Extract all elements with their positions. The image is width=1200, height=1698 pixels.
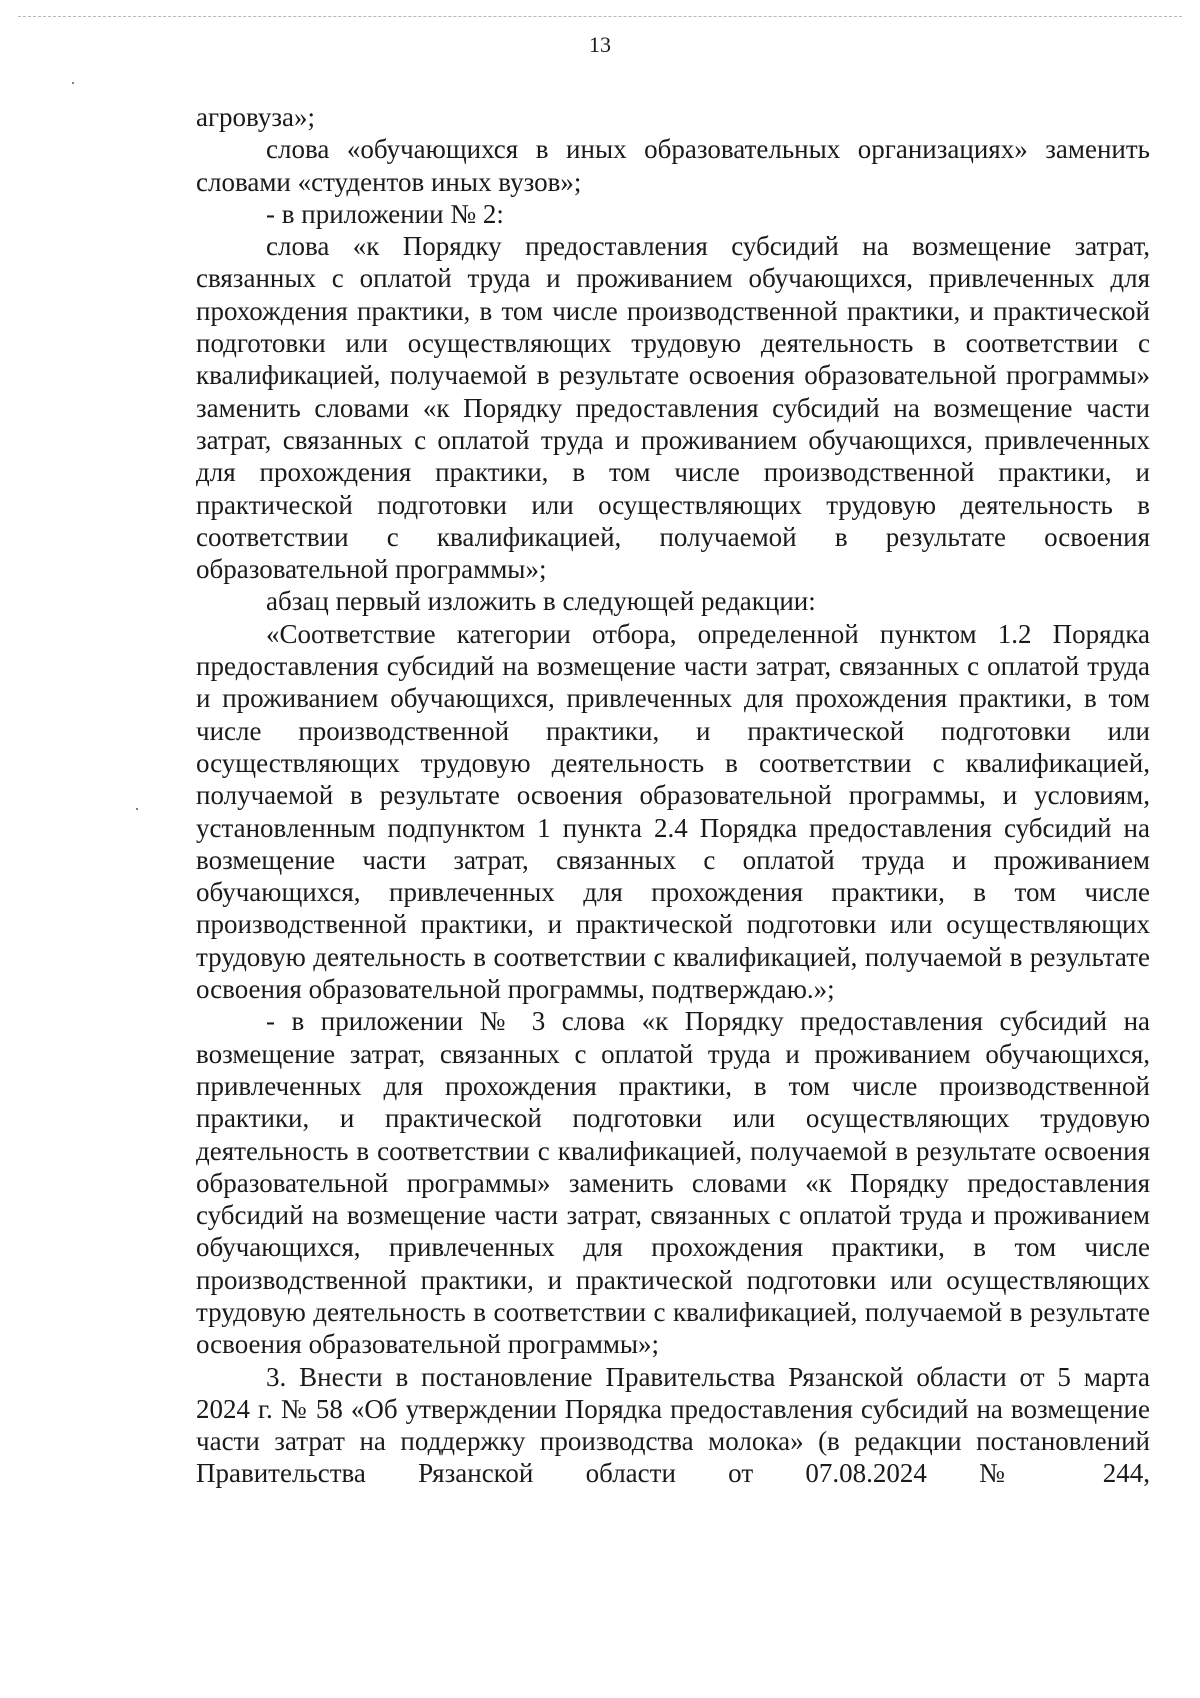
scan-top-edge [18,16,1182,17]
paragraph-first-abzac: абзац первый изложить в следующей редакции: [266,586,816,617]
paragraph-continuation: агровуза»; [196,102,316,132]
paragraph-words-replacement: слова «обучающихся в иных образовательных организациях» заменить словами «студентов иных вузов»; [196,134,1150,197]
paragraph-appendix-2-words: слова «к Порядку предоставления субсидий на возмещение затрат, связанных с оплатой труда и проживанием обучающихся, привлеченных для прохождения практики, в том числе производственной практики, и практической подготовки или осуществляющих трудовую деятельность в соответствии с квалификацией, получаемой в результате освоения образовательной программы» заменить словами «к Порядку предоставления субсидий на возмещение части затрат, связанных с оплатой труда и проживанием обучающихся, привлеченных для прохождения практики, в том числе производственной практики, и практической подготовки или осуществляющих трудовую деятельность в соответствии с квалификацией, получаемой в результате освоения образовательной программы»; [196,231,1150,585]
scan-speck [136,808,138,810]
page-number: 13 [589,32,611,57]
paragraph-appendix-3-words: - в приложении № 3 слова «к Порядку предоставления субсидий на возмещение затрат, связанных с оплатой труда и проживанием обучающихся, привлеченных для прохождения практики, в том числе производственной практики, и практической подготовки или осуществляющих трудовую деятельность в соответствии с квалификацией, получаемой в результате освоения образовательной программы» заменить словами «к Порядку предоставления субсидий на возмещение части затрат, связанных с оплатой труда и проживанием обучающихся, привлеченных для прохождения практики, в том числе производственной практики, и практической подготовки или осуществляющих трудовую деятельность в соответствии с квалификацией, получаемой в результате освоения образовательной программы»; [196,1006,1150,1360]
paragraph-appendix-2-heading: - в приложении № 2: [266,198,504,229]
paragraph-conformity-statement: «Соответствие категории отбора, определенной пунктом 1.2 Порядка предоставления субсидий на возмещение части затрат, связанных с оплатой труда и проживанием обучающихся, привлеченных для прохождения практики, в том числе производственной практики, и практической подготовки или осуществляющих трудовую деятельность в соответствии с квалификацией, получаемой в результате освоения образовательной программы, и условиям, установленным подпунктом 1 пункта 2.4 Порядка предоставления субсидий на возмещение части затрат, связанных с оплатой труда и проживанием обучающихся, привлеченных для прохождения практики, в том числе производственной практики, и практической подготовки или осуществляющих трудовую деятельность в соответствии с квалификацией, получаемой в результате освоения образовательной программы, подтверждаю.»; [196,618,1150,1005]
document-body [196,101,1150,1490]
scan-speck [72,82,74,84]
paragraph-item-3: 3. Внести в постановление Правительства Рязанской области от 5 марта 2024 г. № 58 «Об утверждении Порядка предоставления субсидий на возмещение части затрат на поддержку производства молока» (в редакции постановлений Правительства Рязанской области от 07.08.2024 № 244, [196,1361,1150,1489]
